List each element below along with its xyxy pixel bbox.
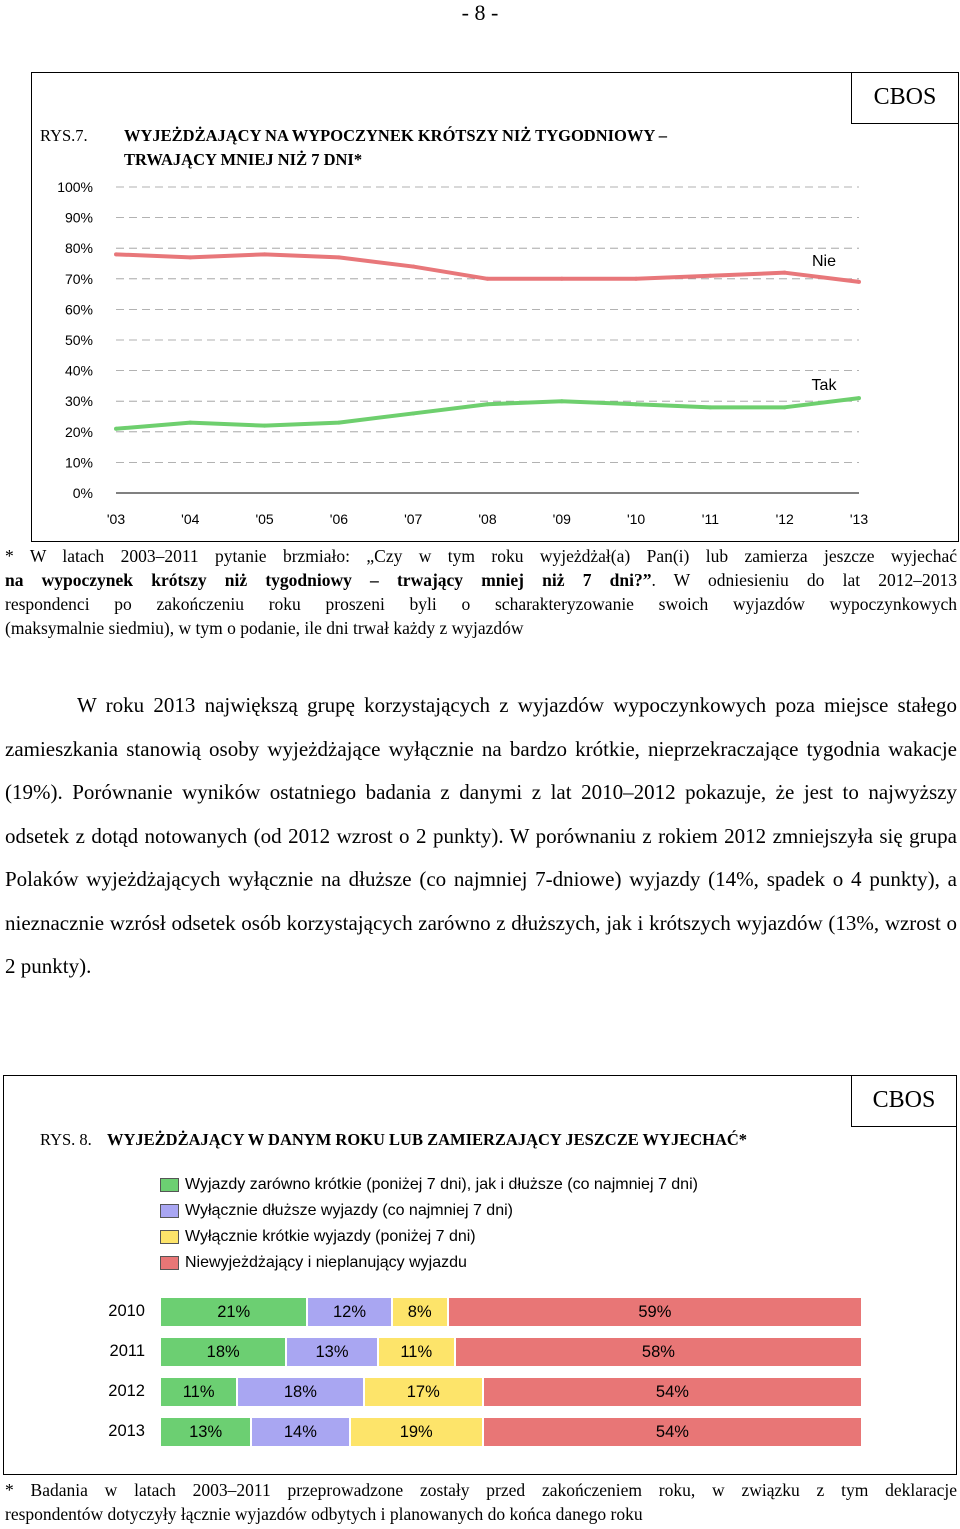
x-tick-label: '12 (775, 511, 794, 527)
bar-year-label: 2013 (108, 1422, 145, 1440)
bar-segment: 13% (286, 1338, 377, 1366)
y-tick-label: 80% (64, 240, 93, 257)
legend-label: Wyłącznie krótkie wyjazdy (poniżej 7 dni) (185, 1228, 476, 1245)
bar-segment: 21% (160, 1298, 307, 1326)
figure-8-cbos-logo: CBOS (851, 1075, 957, 1127)
bar-segment: 11% (160, 1378, 237, 1406)
y-tick-label: 70% (64, 270, 93, 287)
data-point (263, 252, 267, 256)
data-point (857, 396, 861, 400)
x-tick-label: '13 (849, 511, 869, 527)
series-labels (812, 253, 838, 394)
bar-segment: 11% (378, 1338, 455, 1366)
x-tick-label: '04 (181, 511, 200, 527)
data-point (337, 421, 341, 425)
bar-segment: 54% (483, 1378, 862, 1406)
y-tick-label: 20% (64, 423, 93, 440)
data-point (411, 411, 415, 415)
data-point (783, 405, 787, 409)
series-label: Tak (811, 377, 837, 395)
bar-row (95, 1418, 862, 1446)
data-point (337, 255, 341, 259)
footnote-line: respondentów dotyczyły łącznie wyjazdów odbytych i planowanych do końca danego roku (5, 1504, 643, 1524)
x-tick-label: '03 (106, 511, 126, 527)
x-tick-label: '09 (552, 511, 571, 527)
footnote-line: (maksymalnie siedmiu), w tym o podanie, ile dni trwał każdy z wyjazdów (5, 618, 524, 638)
legend-swatch (160, 1256, 179, 1270)
figure-7-footnote (5, 544, 957, 640)
data-point (560, 399, 564, 403)
data-point (188, 255, 192, 259)
bar-row (95, 1338, 862, 1366)
x-tick-label: '10 (626, 511, 646, 527)
bar-segment: 17% (364, 1378, 483, 1406)
data-point (411, 265, 415, 269)
page-number: - 8 - (461, 0, 499, 25)
data-point (708, 405, 712, 409)
legend-label: Wyjazdy zarówno krótkie (poniżej 7 dni), jak i dłuższe (co najmniej 7 dni) (185, 1176, 698, 1193)
figure-7-label: RYS.7. (40, 126, 88, 145)
body-paragraph: W roku 2013 największą grupę korzystających z wyjazdów wypoczynkowych poza miejsce stałego zamieszkania stanowią osoby wyjeżdżające wyłącznie na bardzo krótkie, nieprzekraczające tygodnia wakacje (19%). Porównanie wyników ostatniego badania z danymi z lat 2010–2012 pokazuje, że jest to najwyższy odsetek z dotąd notowanych (od 2012 wzrost o 2 punkty). W porównaniu z rokiem 2012 zmniejszyła się grupa Polaków wyjeżdżających wyłącznie na dłuższe (co najmniej 7-dniowe) wyjazdy (14%, spadek o 4 punkty), a nieznacznie wzrósł odsetek osób korzystających zarówno z dłuższych, jak i krótszych wyjazdów (13%, wzrost o 2 punkty). (5, 693, 957, 978)
data-point (634, 402, 638, 406)
bar-year-label: 2010 (108, 1302, 145, 1320)
footnote-line (5, 568, 957, 592)
legend-swatch (160, 1230, 179, 1244)
footnote-text: . W odniesieniu do lat 2012–2013 (651, 570, 958, 590)
y-tick-label: 90% (64, 209, 93, 226)
y-tick-label: 60% (64, 301, 93, 318)
bar-segment: 12% (307, 1298, 391, 1326)
data-point (486, 277, 490, 281)
figure-8-title: WYJEŻDŻAJĄCY W DANYM ROKU LUB ZAMIERZAJĄCY JESZCZE WYJECHAĆ* (107, 1130, 748, 1149)
y-axis-tick-labels (57, 179, 93, 501)
y-tick-label: 50% (64, 332, 93, 348)
data-point (708, 274, 712, 278)
x-axis-tick-labels (107, 511, 868, 527)
figure-7-cbos-logo: CBOS (851, 72, 959, 124)
data-point (634, 277, 638, 281)
x-tick-label: '05 (255, 511, 274, 527)
bar-segment: 54% (483, 1418, 862, 1446)
legend-swatch (160, 1178, 179, 1192)
figure-7-title-line2: TRWAJĄCY MNIEJ NIŻ 7 DNI* (124, 150, 363, 169)
footnote-line: * Badania w latach 2003–2011 przeprowadzone zostały przed zakończeniem roku, w związku z tym deklaracje (5, 1480, 957, 1500)
data-point (263, 424, 267, 428)
figure-7-title-line1: WYJEŻDŻAJĄCY NA WYPOCZYNEK KRÓTSZY NIŻ TYGODNIOWY – (124, 126, 668, 145)
data-point (560, 277, 564, 281)
x-tick-label: '06 (329, 511, 349, 527)
bar-segment: 59% (448, 1298, 862, 1326)
x-tick-label: '07 (404, 511, 423, 527)
legend-swatch (160, 1204, 179, 1218)
data-point (857, 280, 861, 284)
figure-8-stacked-bar-chart (95, 1298, 875, 1458)
bar-segment: 19% (350, 1418, 483, 1446)
y-tick-label: 100% (57, 179, 93, 195)
legend-item-short (160, 1224, 698, 1250)
footnote-question: na wypoczynek krótszy niż tygodniowy – trwający mniej niż 7 dni?” (5, 570, 652, 590)
y-gridlines (116, 187, 859, 493)
bar-row (95, 1298, 862, 1326)
figure-8-label: RYS. 8. (40, 1130, 92, 1149)
legend-item-long (160, 1198, 698, 1224)
y-tick-label: 10% (64, 454, 93, 471)
bar-segment: 8% (392, 1298, 448, 1326)
data-point (114, 427, 118, 431)
footnote-line: respondenci po zakończeniu roku proszeni byli o scharakteryzowanie swoich wyjazdów wypoczynkowych (5, 594, 957, 614)
data-point (114, 252, 118, 256)
bar-row (95, 1378, 862, 1406)
bar-segment: 18% (237, 1378, 363, 1406)
legend-label: Niewyjeżdżający i nieplanujący wyjazdu (185, 1254, 467, 1271)
bar-segment: 14% (251, 1418, 349, 1446)
legend-item-both (160, 1172, 698, 1198)
bar-segment: 13% (160, 1418, 251, 1446)
x-tick-label: '11 (701, 511, 720, 527)
bar-segment: 58% (455, 1338, 862, 1366)
y-tick-label: 40% (64, 362, 93, 379)
bar-segment: 18% (160, 1338, 286, 1366)
bar-year-label: 2011 (109, 1342, 145, 1360)
data-point (188, 421, 192, 425)
y-tick-label: 0% (72, 485, 93, 501)
figure-7-line-chart (31, 170, 951, 540)
figure-8-legend (160, 1172, 698, 1276)
legend-item-none (160, 1250, 698, 1276)
series-label: Nie (811, 252, 837, 270)
legend-label: Wyłącznie dłuższe wyjazdy (co najmniej 7 dni) (185, 1202, 513, 1219)
data-point (486, 402, 490, 406)
data-point (783, 271, 787, 275)
y-tick-label: 30% (64, 393, 93, 410)
figure-8-footnote (5, 1478, 957, 1526)
x-tick-label: '08 (478, 511, 497, 527)
footnote-line: * W latach 2003–2011 pytanie brzmiało: „Czy w tym roku wyjeżdżał(a) Pan(i) lub zamierza jeszcze wyjechać (5, 546, 957, 566)
bar-year-label: 2012 (108, 1382, 145, 1400)
